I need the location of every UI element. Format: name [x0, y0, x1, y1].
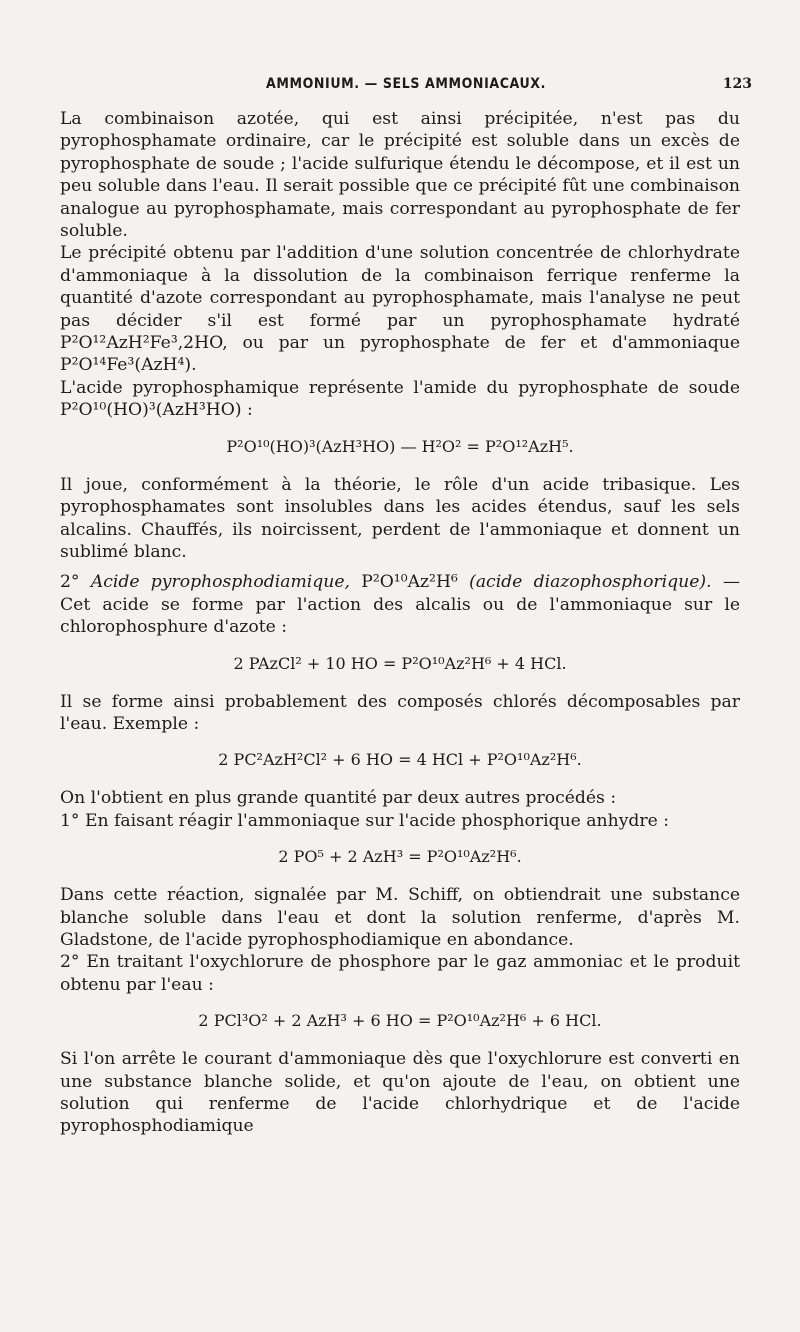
section-paragraph [60, 571, 740, 638]
equation: 2 PC²AzH²Cl² + 6 HO = 4 HCl + P²O¹⁰Az²H⁶. [218, 750, 582, 770]
page-body [60, 108, 740, 1138]
section-title: Acide pyrophosphodiamique, [90, 572, 350, 593]
equation: 2 PO⁵ + 2 AzH³ = P²O¹⁰Az²H⁶. [278, 847, 522, 867]
section-alt-name: (acide diazophosphorique). [469, 572, 712, 593]
paragraph: L'acide pyrophosphamique représente l'amide du pyrophosphate de soude P²O¹⁰(HO)³(AzH³HO) : [60, 377, 740, 421]
section-formula: P²O¹⁰Az²H⁶ [361, 572, 458, 593]
section-number: 2° [60, 572, 80, 593]
header-title: AMMONIUM. — SELS AMMONIACAUX. [265, 76, 546, 92]
equation: 2 PCl³O² + 2 AzH³ + 6 HO = P²O¹⁰Az²H⁶ + 6 HCl. [198, 1011, 602, 1031]
paragraph: 2° En traitant l'oxychlorure de phosphore par le gaz ammoniac et le produit obtenu par l'eau : [60, 952, 740, 995]
paragraph: La combinaison azotée, qui est ainsi précipitée, n'est pas du pyrophosphamate ordinaire, car le précipité est soluble dans un excès de pyrophosphate de soude ; l'acide sulfurique étendu le décompose, et il est un peu soluble dans l'eau. Il serait possible que ce précipité fût une combinaison analogue au pyrophosphamate, mais correspondant au pyrophosphate de fer soluble. [60, 109, 740, 242]
running-header [60, 76, 752, 102]
paragraph: Dans cette réaction, signalée par M. Schiff, on obtiendrait une substance blanche soluble dans l'eau et dont la solution renferme, d'après M. Gladstone, de l'acide pyrophosphodiamique en abondance. [60, 885, 740, 950]
equation: P²O¹⁰(HO)³(AzH³HO) — H²O² = P²O¹²AzH⁵. [226, 436, 574, 456]
paragraph: Le précipité obtenu par l'addition d'une solution concentrée de chlorhydrate d'ammoniaque à la dissolution de la combinaison ferrique renferme la quantité d'azote correspondant au pyrophosphamate, mais l'analyse ne peut pas décider s'il est formé par un pyrophosphamate hydraté P²O¹²AzH²Fe³,2HO, ou par un pyrophosphate de fer et d'ammoniaque P²O¹⁴Fe³(AzH⁴). [60, 243, 740, 376]
paragraph: On l'obtient en plus grande quantité par deux autres procédés : [60, 788, 617, 809]
page-number: 123 [722, 76, 752, 92]
paragraph: Il se forme ainsi probablement des composés chlorés décomposables par l'eau. Exemple : [60, 691, 740, 734]
paragraph: Si l'on arrête le courant d'ammoniaque dès que l'oxychlorure est converti en une substance blanche solide, et qu'on ajoute de l'eau, on obtient une solution qui renferme de l'acide chlorhydrique et de l'acide pyrophosphodiamique [60, 1049, 740, 1137]
equation: 2 PAzCl² + 10 HO = P²O¹⁰Az²H⁶ + 4 HCl. [233, 653, 567, 673]
section-text: — Cet acide se forme par l'action des alcalis ou de l'ammoniaque sur le chlorophosphure d'azote : [60, 572, 741, 638]
paragraph: Il joue, conformément à la théorie, le rôle d'un acide tribasique. Les pyrophosphamates sont insolubles dans les acides étendus, sauf les sels alcalins. Chauffés, ils noircissent, perdent de l'ammoniaque et donnent un sublimé blanc. [60, 474, 740, 562]
paragraph: 1° En faisant réagir l'ammoniaque sur l'acide phosphorique anhydre : [60, 810, 670, 831]
